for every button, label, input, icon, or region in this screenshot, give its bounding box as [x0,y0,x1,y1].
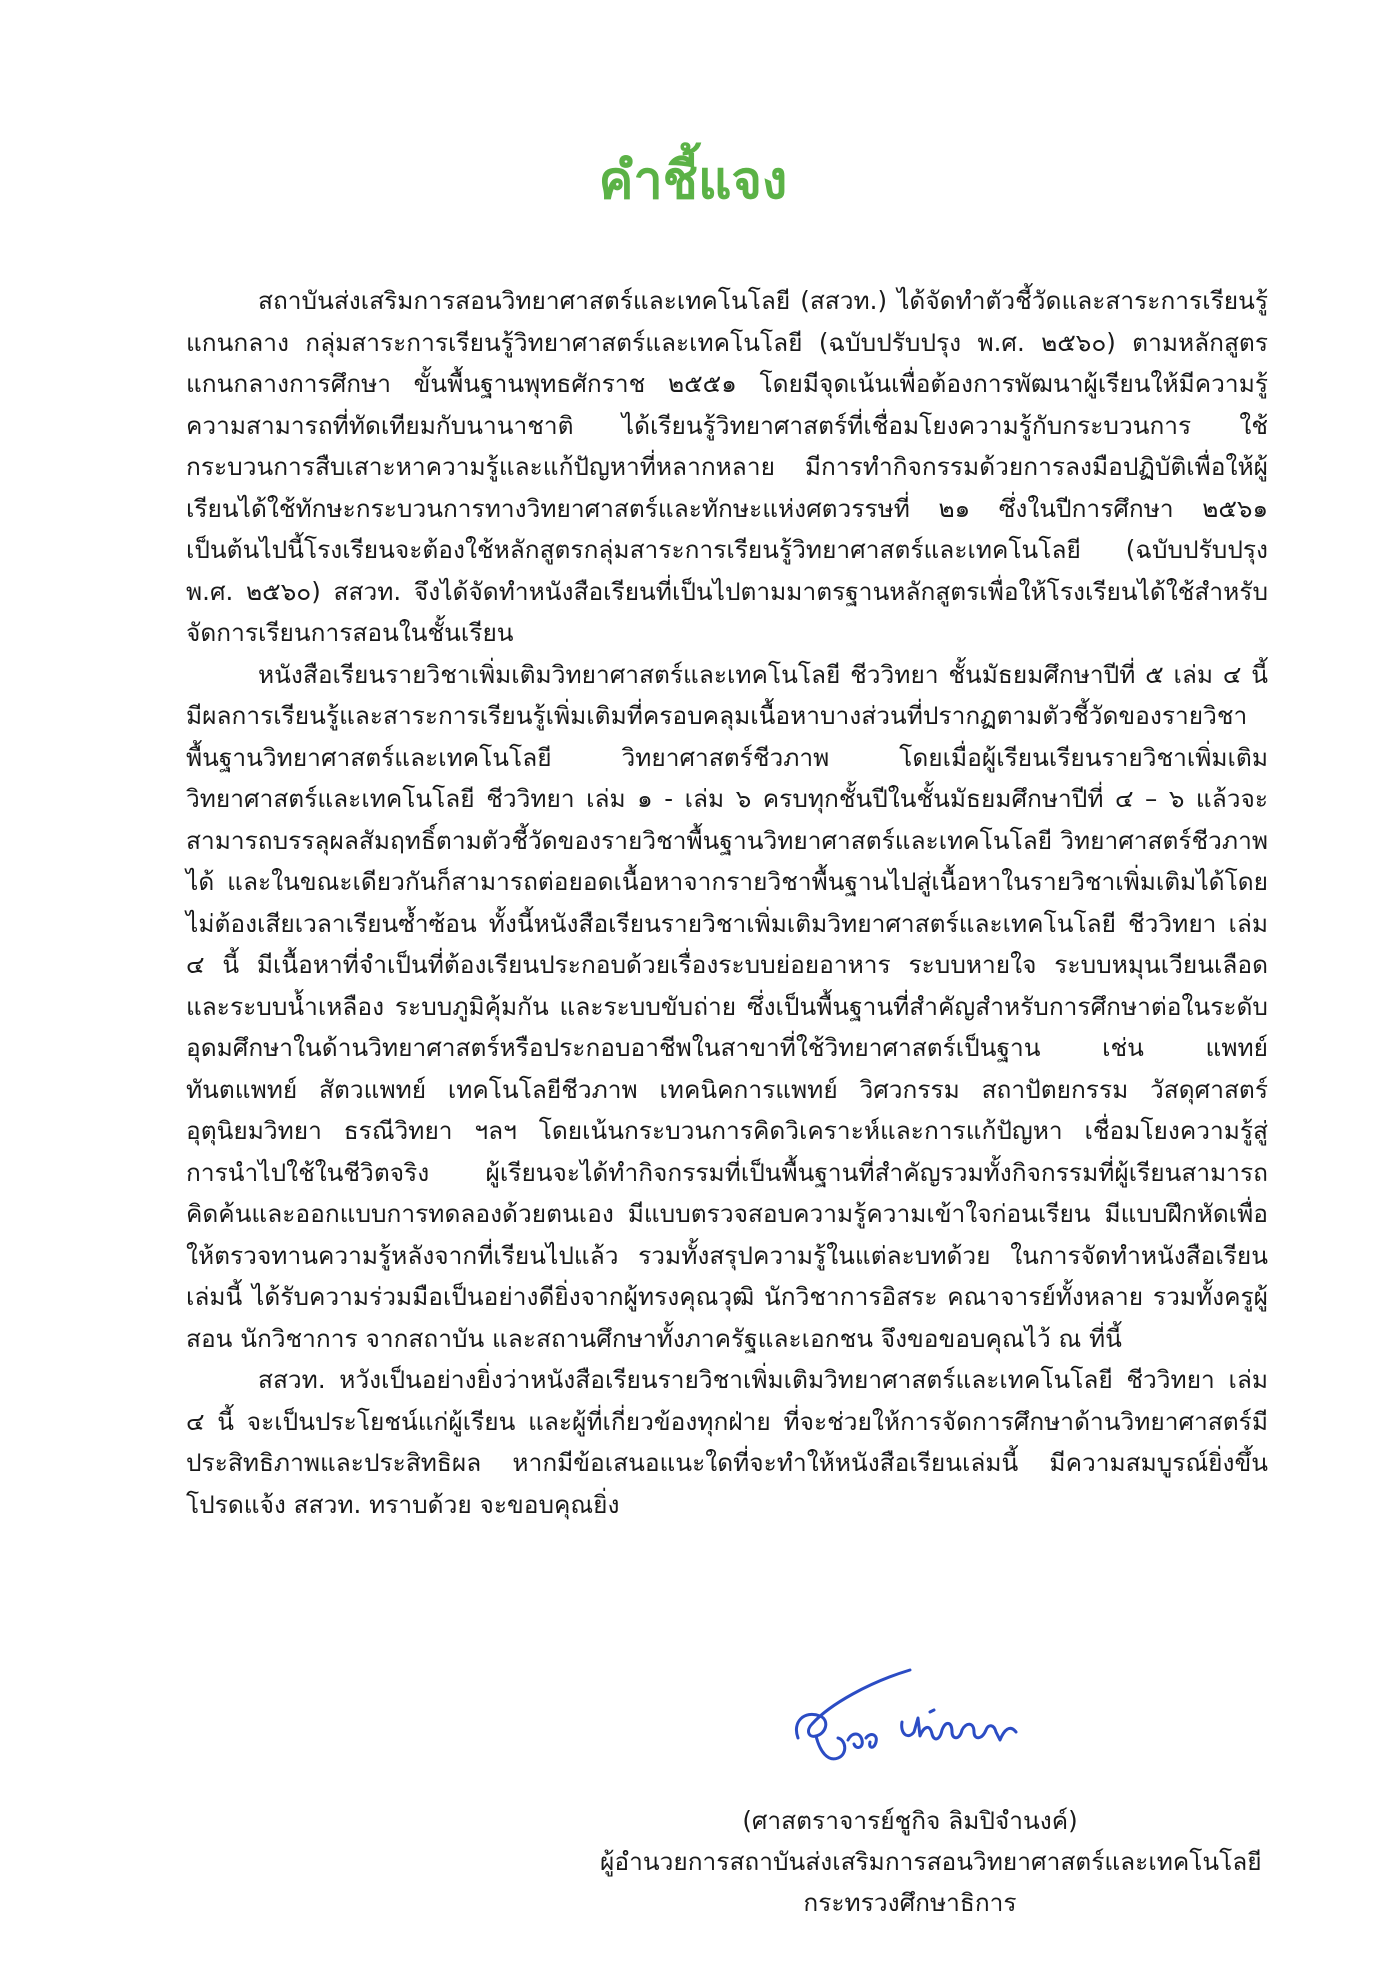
signatory-position: ผู้อำนวยการสถาบันส่งเสริมการสอนวิทยาศาสตร์และเทคโนโลยี [600,1847,1262,1876]
signature-stroke-main [796,1670,910,1738]
page-title: คำชี้แจง [598,151,788,211]
signature-stroke-mid [848,1734,876,1747]
paragraph-closing: สสวท. หวังเป็นอย่างยิ่งว่าหนังสือเรียนรายวิชาเพิ่มเติมวิทยาศาสตร์และเทคโนโลยี ชีววิทยา เล่ม ๔ นี้ จะเป็นประโยชน์แก่ผู้เรียน และผู้ที่เกี่ยวข้องทุกฝ่าย ที่จะช่วยให้การจัดการศึกษาด้านวิทยาศาสตร์มีประสิทธิภาพและประสิทธิผล หากมีข้อเสนอแนะใดที่จะทำให้หนังสือเรียนเล่มนี้ มีความสมบูรณ์ยิ่งขึ้นโปรดแจ้ง สสวท. ทราบด้วย จะขอบคุณยิ่ง [186,1365,1268,1519]
signature-stroke-loop [816,1736,845,1759]
paragraph-book-content: หนังสือเรียนรายวิชาเพิ่มเติมวิทยาศาสตร์และเทคโนโลยี ชีววิทยา ชั้นมัธยมศึกษาปีที่ ๕ เล่ม ๔ นี้ มีผลการเรียนรู้และสาระการเรียนรู้เพิ่มเติมที่ครอบคลุมเนื้อหาบางส่วนที่ปรากฏตามตัวชี้วัดของรายวิชาพื้นฐานวิทยาศาสตร์และเทคโนโลยี วิทยาศาสตร์ชีวภาพ โดยเมื่อผู้เรียนเรียนรายวิชาเพิ่มเติมวิทยาศาสตร์และเทคโนโลยี ชีววิทยา เล่ม ๑ - เล่ม ๖ ครบทุกชั้นปีในชั้นมัธยมศึกษาปีที่ ๔ – ๖ แล้วจะสามารถบรรลุผลสัมฤทธิ์ตามตัวชี้วัดของรายวิชาพื้นฐานวิทยาศาสตร์และเทคโนโลยี วิทยาศาสตร์ชีวภาพได้ และในขณะเดียวกันก็สามารถต่อยอดเนื้อหาจากรายวิชาพื้นฐานไปสู่เนื้อหาในรายวิชาเพิ่มเติมได้โดยไม่ต้องเสียเวลาเรียนซ้ำซ้อน ทั้งนี้หนังสือเรียนรายวิชาเพิ่มเติมวิทยาศาสตร์และเทคโนโลยี ชีววิทยา เล่ม ๔ นี้ มีเนื้อหาที่จำเป็นที่ต้องเรียนประกอบด้วยเรื่องระบบย่อยอาหาร ระบบหายใจ ระบบหมุนเวียนเลือดและระบบน้ำเหลือง ระบบภูมิคุ้มกัน และระบบขับถ่าย ซึ่งเป็นพื้นฐานที่สำคัญสำหรับการศึกษาต่อในระดับอุดมศึกษาในด้านวิทยาศาสตร์หรือประกอบอาชีพในสาขาที่ใช้วิทยาศาสตร์เป็นฐาน เช่น แพทย์ ทันตแพทย์ สัตวแพทย์ เทคโนโลยีชีวภาพ เทคนิคการแพทย์ วิศวกรรม สถาปัตยกรรม วัสดุศาสตร์ อุตุนิยมวิทยา ธรณีวิทยา ฯลฯ โดยเน้นกระบวนการคิดวิเคราะห์และการแก้ปัญหา เชื่อมโยงความรู้สู่การนำไปใช้ในชีวิตจริง ผู้เรียนจะได้ทำกิจกรรมที่เป็นพื้นฐานที่สำคัญรวมทั้งกิจกรรมที่ผู้เรียนสามารถคิดค้นและออกแบบการทดลองด้วยตนเอง มีแบบตรวจสอบความรู้ความเข้าใจก่อนเรียน มีแบบฝึกหัดเพื่อให้ตรวจทานความรู้หลังจากที่เรียนไปแล้ว รวมทั้งสรุปความรู้ในแต่ละบทด้วย ในการจัดทำหนังสือเรียนเล่มนี้ ได้รับความร่วมมือเป็นอย่างดียิ่งจากผู้ทรงคุณวุฒิ นักวิชาการอิสระ คณาจารย์ทั้งหลาย รวมทั้งครูผู้สอน นักวิชาการ จากสถาบัน และสถานศึกษาทั้งภาครัฐและเอกชน จึงขอขอบคุณไว้ ณ ที่นี้ [186,659,1268,1353]
signature-block [600,1800,1262,1923]
body-text [186,280,1268,1525]
signature-stroke-dot [930,1710,934,1712]
signatory-name: (ศาสตราจารย์ชูกิจ ลิมปิจำนงค์) [742,1806,1078,1835]
signatory-ministry: กระทรวงศึกษาธิการ [803,1888,1017,1917]
handwritten-signature [790,1660,1080,1780]
signature-stroke-surname [902,1718,1016,1740]
paragraph-intro: สถาบันส่งเสริมการสอนวิทยาศาสตร์และเทคโนโลยี (สสวท.) ได้จัดทำตัวชี้วัดและสาระการเรียนรู้แกนกลาง กลุ่มสาระการเรียนรู้วิทยาศาสตร์และเทคโนโลยี (ฉบับปรับปรุง พ.ศ. ๒๕๖๐) ตามหลักสูตรแกนกลางการศึกษา ขั้นพื้นฐานพุทธศักราช ๒๕๕๑ โดยมีจุดเน้นเพื่อต้องการพัฒนาผู้เรียนให้มีความรู้ความสามารถที่ทัดเทียมกับนานาชาติ ได้เรียนรู้วิทยาศาสตร์ที่เชื่อมโยงความรู้กับกระบวนการ ใช้กระบวนการสืบเสาะหาความรู้และแก้ปัญหาที่หลากหลาย มีการทำกิจกรรมด้วยการลงมือปฏิบัติเพื่อให้ผู้เรียนได้ใช้ทักษะกระบวนการทางวิทยาศาสตร์และทักษะแห่งศตวรรษที่ ๒๑ ซึ่งในปีการศึกษา ๒๕๖๑ เป็นต้นไปนี้โรงเรียนจะต้องใช้หลักสูตรกลุ่มสาระการเรียนรู้วิทยาศาสตร์และเทคโนโลยี (ฉบับปรับปรุง พ.ศ. ๒๕๖๐) สสวท. จึงได้จัดทำหนังสือเรียนที่เป็นไปตามมาตรฐานหลักสูตรเพื่อให้โรงเรียนได้ใช้สำหรับจัดการเรียนการสอนในชั้นเรียน [186,286,1268,647]
